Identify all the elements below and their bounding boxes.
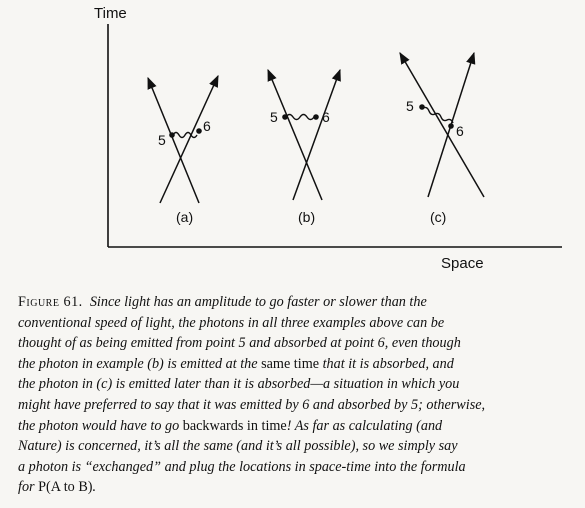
caption-line: Nature) is concerned, it’s all the same (and it’s all possible), so we simply say — [18, 438, 458, 455]
caption-text: Since light has an amplitude to go faster or slower than the — [89, 294, 427, 310]
caption-text: for — [18, 479, 39, 496]
caption-line — [18, 292, 578, 313]
caption-text: the photon in example (b) is emitted at the — [18, 355, 262, 372]
event-point-5-c — [419, 104, 425, 110]
event-point-6-c — [448, 123, 454, 129]
photon-b — [286, 115, 314, 120]
point-label-6-a: 6 — [203, 118, 211, 134]
space-axis-label: Space — [441, 255, 484, 272]
event-point-6-a — [196, 128, 202, 134]
point-label-5-c: 5 — [406, 98, 414, 114]
caption-text: the photon would have to go — [18, 417, 183, 434]
point-label-5-b: 5 — [270, 109, 278, 125]
caption-line — [18, 354, 578, 375]
caption-text: that it is absorbed, and — [319, 355, 454, 372]
photon-c — [423, 107, 453, 123]
point-label-6-b: 6 — [322, 109, 330, 125]
caption-line: might have preferred to say that it was emitted by 6 and absorbed by 5; otherwise, — [18, 396, 486, 413]
panel-label-b: (b) — [298, 209, 316, 225]
caption-text: ! As far as calculating (and — [286, 417, 443, 434]
caption-text: . — [92, 479, 97, 496]
photon-a — [173, 133, 197, 138]
electron-line-a1 — [148, 78, 199, 203]
panel-b — [268, 70, 340, 225]
event-point-5-a — [169, 132, 175, 138]
figure-label: Figure 61. — [18, 294, 83, 310]
time-axis-label: Time — [94, 5, 127, 22]
caption-line — [18, 416, 578, 437]
point-label-6-c: 6 — [456, 123, 464, 139]
caption-line — [18, 477, 578, 498]
caption-line: a photon is “exchanged” and plug the locations in space-time into the formula — [18, 458, 466, 475]
caption-line: conventional speed of light, the photons in all three examples above can be — [18, 314, 445, 331]
point-label-5-a: 5 — [158, 132, 166, 148]
electron-line-c1 — [400, 53, 484, 197]
electron-line-b2 — [293, 70, 340, 200]
figure-caption — [18, 292, 578, 498]
caption-line: thought of as being emitted from point 5 and absorbed at point 6, even though — [18, 335, 461, 352]
electron-line-b1 — [268, 70, 322, 200]
electron-line-a2 — [160, 76, 218, 203]
panel-label-a: (a) — [176, 209, 194, 225]
event-point-6-b — [313, 114, 319, 120]
panel-a — [148, 76, 218, 225]
event-point-5-b — [282, 114, 288, 120]
caption-line: the photon in (c) is emitted later than it is absorbed—a situation in which you — [18, 376, 460, 393]
caption-emphasis: backwards in time — [182, 417, 287, 434]
panel-c — [400, 53, 484, 225]
caption-emphasis: same time — [261, 355, 320, 372]
panel-label-c: (c) — [430, 209, 447, 225]
caption-emphasis: P(A to B) — [38, 479, 93, 496]
